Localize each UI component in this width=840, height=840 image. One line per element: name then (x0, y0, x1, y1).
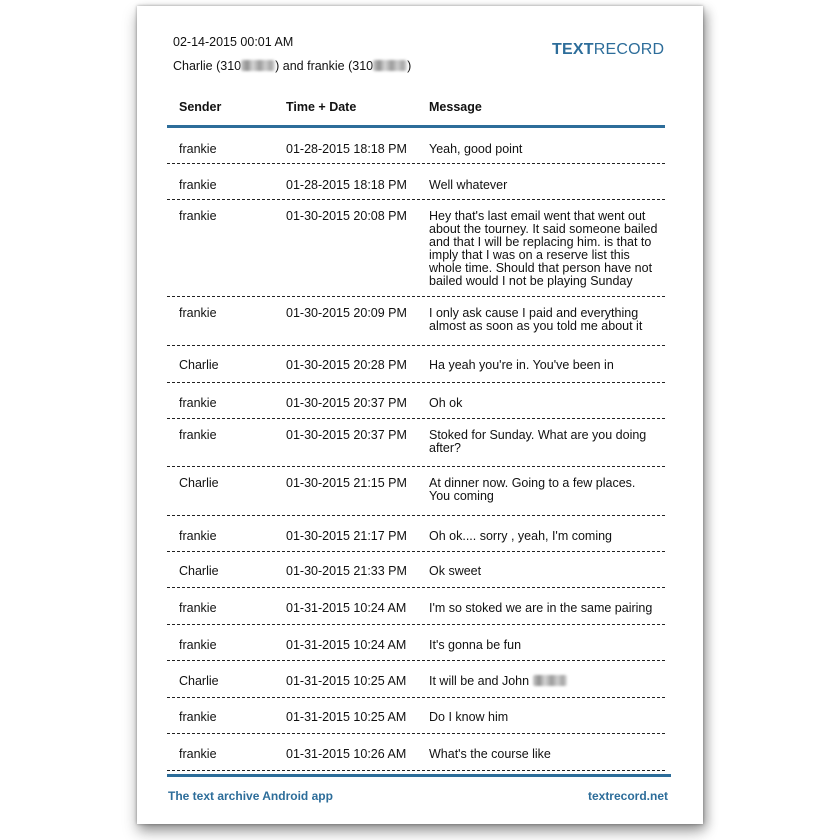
row-timestamp: 01-30-2015 20:08 PM (286, 209, 407, 223)
row-message (429, 711, 659, 724)
footer-website: textrecord.net (587, 789, 668, 803)
conversation-parties: Charlie (310 ) and frankie (310 ) (173, 59, 412, 73)
textrecord-logo (552, 41, 664, 59)
row-message-text: Yeah, good point (429, 142, 523, 156)
table-body (167, 128, 665, 771)
table-row (167, 383, 665, 419)
row-message (429, 397, 659, 410)
row-message (429, 565, 659, 578)
row-timestamp: 01-30-2015 21:15 PM (286, 476, 407, 490)
logo-text-bold: TEXT (552, 41, 594, 58)
row-message (429, 477, 659, 503)
row-timestamp: 01-31-2015 10:25 AM (286, 674, 407, 688)
row-message (429, 748, 659, 761)
row-sender: frankie (179, 306, 217, 320)
row-message-text: Stoked for Sunday. What are you doing after? (429, 428, 647, 455)
row-timestamp: 01-31-2015 10:25 AM (286, 710, 407, 724)
redacted-surname-blur (533, 675, 567, 686)
table-row (167, 661, 665, 698)
row-message (429, 639, 659, 652)
export-datetime: 02-14-2015 00:01 AM (173, 35, 294, 49)
row-sender: frankie (179, 209, 217, 223)
row-message-text: What's the course like (429, 747, 551, 761)
row-timestamp: 01-31-2015 10:24 AM (286, 601, 407, 615)
row-timestamp: 01-30-2015 20:37 PM (286, 428, 407, 442)
row-sender: Charlie (179, 674, 219, 688)
row-sender: frankie (179, 529, 217, 543)
row-sender: Charlie (179, 564, 219, 578)
document-page (137, 6, 703, 824)
row-message-text: At dinner now. Going to a few places. You coming (429, 476, 636, 503)
table-row (167, 297, 665, 346)
row-timestamp: 01-30-2015 20:37 PM (286, 396, 407, 410)
row-message-text: I'm so stoked we are in the same pairing (429, 601, 653, 615)
table-row (167, 516, 665, 552)
row-message (429, 179, 659, 192)
table-row (167, 698, 665, 734)
row-sender: frankie (179, 638, 217, 652)
table-row (167, 734, 665, 771)
row-message-text: Hey that's last email went that went out about the tourney. It said someone bailed and that I will be replacing him. is that to imply that I was on a reserve list this whole time. Should that person have not bailed would I not be playing Sunday (429, 209, 658, 288)
table-row (167, 552, 665, 588)
row-timestamp: 01-30-2015 21:17 PM (286, 529, 407, 543)
row-timestamp: 01-30-2015 20:09 PM (286, 306, 407, 320)
row-sender: frankie (179, 142, 217, 156)
row-sender: frankie (179, 747, 217, 761)
table-row (167, 346, 665, 383)
row-message-text: Well whatever (429, 178, 508, 192)
table-row (167, 467, 665, 516)
column-header-message: Message (429, 100, 482, 114)
party1-name: Charlie (173, 59, 213, 73)
row-sender: Charlie (179, 476, 219, 490)
party1-phone: 310 (220, 59, 242, 73)
row-message (429, 530, 659, 543)
row-sender: frankie (179, 396, 217, 410)
table-row (167, 588, 665, 625)
row-message (429, 429, 659, 455)
row-timestamp: 01-28-2015 18:18 PM (286, 178, 407, 192)
row-message-text: Oh ok (429, 396, 463, 410)
column-header-time: Time + Date (286, 100, 357, 114)
row-message (429, 602, 659, 615)
column-header-sender: Sender (179, 100, 222, 114)
row-message-text: Ha yeah you're in. You've been in (429, 358, 614, 372)
row-sender: frankie (179, 710, 217, 724)
logo-text-regular: RECORD (593, 41, 665, 58)
row-timestamp: 01-30-2015 20:28 PM (286, 358, 407, 372)
table-row (167, 200, 665, 297)
row-sender: frankie (179, 601, 217, 615)
row-message-text: Ok sweet (429, 564, 482, 578)
row-message (429, 359, 659, 372)
footer-tagline: The text archive Android app (168, 789, 333, 803)
redacted-phone-blur (373, 60, 407, 71)
party2-name: frankie (307, 59, 345, 73)
table-row (167, 164, 665, 200)
footer-divider (167, 774, 671, 777)
row-message-text: Oh ok.... sorry , yeah, I'm coming (429, 529, 613, 543)
parties-conjunction: and (282, 59, 304, 73)
table-row (167, 128, 665, 164)
row-message-text: Do I know him (429, 710, 509, 724)
row-timestamp: 01-30-2015 21:33 PM (286, 564, 407, 578)
redacted-phone-blur (241, 60, 275, 71)
party2-phone: 310 (352, 59, 374, 73)
row-sender: Charlie (179, 358, 219, 372)
table-row (167, 419, 665, 467)
message-table (167, 94, 665, 771)
row-timestamp: 01-28-2015 18:18 PM (286, 142, 407, 156)
row-message-text: It will be and John (429, 674, 530, 688)
row-sender: frankie (179, 428, 217, 442)
row-timestamp: 01-31-2015 10:24 AM (286, 638, 407, 652)
table-row (167, 625, 665, 661)
row-sender: frankie (179, 178, 217, 192)
row-message (429, 143, 659, 156)
row-message (429, 210, 659, 288)
row-message (429, 675, 659, 688)
row-message-text: It's gonna be fun (429, 638, 522, 652)
row-timestamp: 01-31-2015 10:26 AM (286, 747, 407, 761)
table-header (167, 94, 665, 128)
row-message (429, 307, 659, 333)
row-message-text: I only ask cause I paid and everything almost as soon as you told me about it (429, 306, 643, 333)
